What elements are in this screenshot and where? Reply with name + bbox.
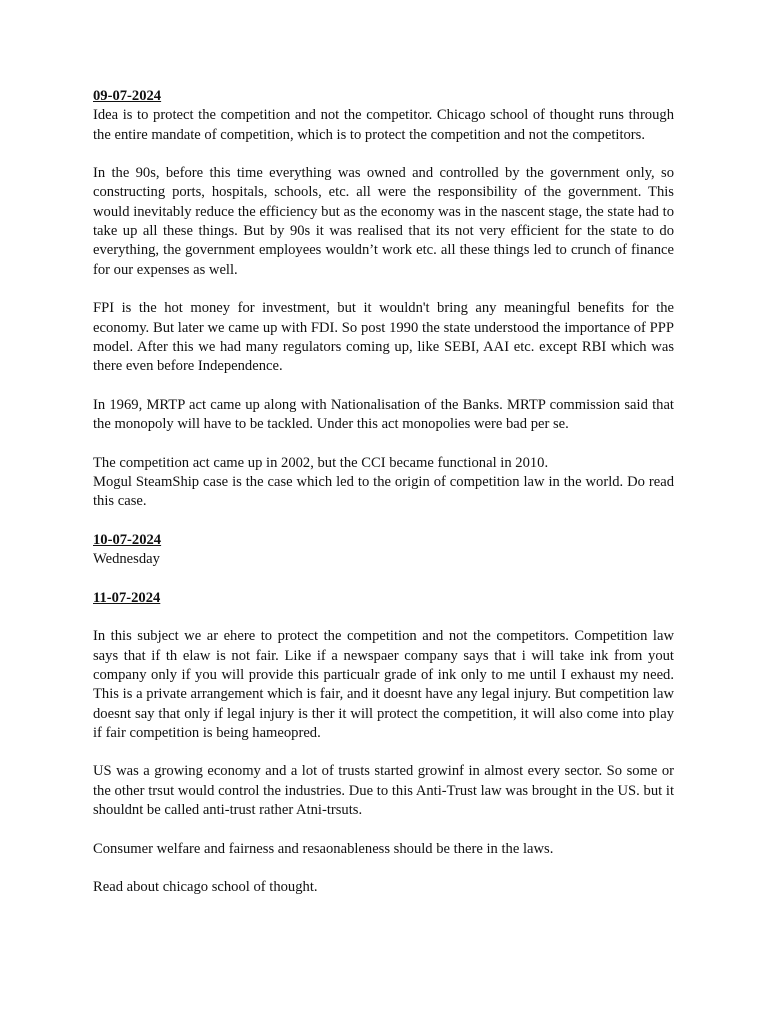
paragraph: In 1969, MRTP act came up along with Nationalisation of the Banks. MRTP commission said that the monopoly will have to be tackled. Under this act monopolies were bad per se. (93, 396, 674, 433)
paragraph: Wednesday (93, 551, 160, 568)
paragraph: Read about chicago school of thought. (93, 879, 318, 896)
paragraph: In the 90s, before this time everything was owned and controlled by the government only, so constructing ports, hospitals, schools, etc. all were the responsibility of the government. This would inevitably reduce the efficiency but as the economy was in the nascent stage, the state had to take up all these things. But by 90s it was realised that its not very efficient for the state to do everything, the government employees wouldn’t work etc. all these things led to crunch of finance for our expenses as well. (93, 165, 674, 278)
paragraph: Idea is to protect the competition and not the competitor. Chicago school of thought runs through the entire mandate of competition, which is to protect the competition and not the competitors. (93, 107, 674, 143)
entry-date: 11-07-2024 (93, 589, 161, 606)
paragraph: US was a growing economy and a lot of trusts started growinf in almost every sector. So some or the other trsut would control the industries. Due to this Anti-Trust law was brought in the US. but it shouldnt be called anti-trust rather Atni-trsuts. (93, 763, 674, 818)
paragraph: The competition act came up in 2002, but the CCI became functional in 2010. (93, 454, 549, 471)
paragraph: In this subject we ar ehere to protect the competition and not the competitors. Competition law says that if th elaw is not fair. Like if a newspaer company says that i will take ink from yout company only if you will provide this particualr grade of ink only to me until I exhaust my need. This is a private arrangement which is fair, and it doesnt have any legal injury. But competition law doesnt say that only if legal injury is ther it will protect the competition, it will also come into play if fair competition is being hameopred. (93, 628, 674, 741)
entry-date: 10-07-2024 (93, 531, 162, 548)
paragraph: FPI is the hot money for investment, but it wouldn't bring any meaningful benefits for the economy. But later we came up with FDI. So post 1990 the state understood the importance of PPP model. After this we had many regulators coming up, like SEBI, AAI etc. except RBI which was there even before Independence. (93, 300, 674, 375)
paragraph: Consumer welfare and fairness and resaonableness should be there in the laws. (93, 840, 554, 857)
entry-date: 09-07-2024 (93, 88, 162, 104)
paragraph: Mogul SteamShip case is the case which led to the origin of competition law in the world. Do read this case. (93, 473, 674, 510)
document-page (93, 87, 674, 897)
